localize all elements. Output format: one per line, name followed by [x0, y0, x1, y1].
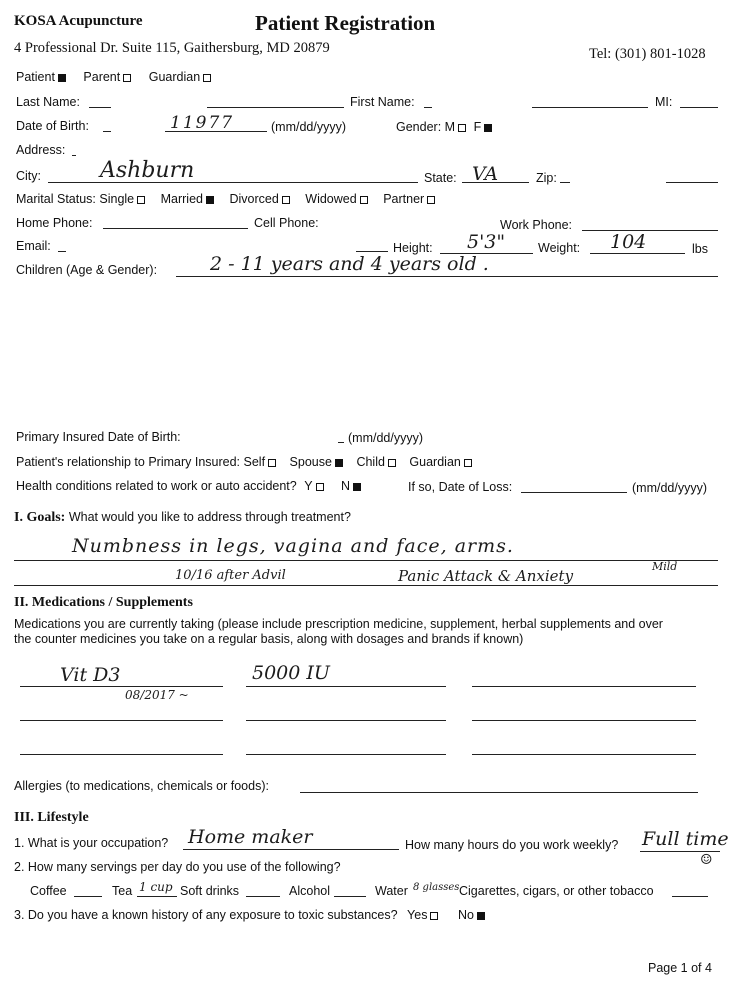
- role-patient-label: Patient: [16, 70, 55, 84]
- water-value: 8 glasses: [413, 882, 460, 893]
- mi-label: MI:: [655, 95, 673, 109]
- medications-heading: II. Medications / Supplements: [14, 595, 193, 610]
- marital-partner-checkbox[interactable]: [427, 196, 435, 204]
- toxic-no-checkbox[interactable]: [477, 912, 485, 920]
- children-value: 2 - 11 years and 4 years old .: [210, 253, 489, 275]
- date-of-loss-field[interactable]: [521, 492, 627, 493]
- address-label: Address:: [16, 143, 66, 157]
- toxic-yes-label: Yes: [407, 908, 428, 922]
- clinic-address: 4 Professional Dr. Suite 115, Gaithersburg, MD 20879: [14, 40, 330, 56]
- marital-widowed-checkbox[interactable]: [360, 196, 368, 204]
- med1-dose: 5000 IU: [252, 662, 330, 684]
- state-field[interactable]: [462, 182, 529, 183]
- med1-date: 08/2017 ~: [125, 688, 189, 702]
- gender-m-label: M: [444, 120, 456, 134]
- form-title: Patient Registration: [255, 11, 436, 35]
- water-label: Water: [375, 884, 408, 898]
- rel-spouse-checkbox[interactable]: [335, 459, 343, 467]
- rel-self-checkbox[interactable]: [268, 459, 276, 467]
- primary-dob-format: (mm/dd/yyyy): [348, 431, 423, 445]
- goals-line2[interactable]: [14, 585, 718, 586]
- rel-guardian-checkbox[interactable]: [464, 459, 472, 467]
- med-row3-col3[interactable]: [472, 754, 696, 755]
- rel-child-label: Child: [356, 455, 385, 469]
- toxic-row: [14, 908, 485, 922]
- city-value: Ashburn: [100, 158, 195, 183]
- home-phone-label: Home Phone:: [16, 216, 93, 230]
- lifestyle-heading: III. Lifestyle: [14, 810, 89, 825]
- med-row2-col2[interactable]: [246, 720, 446, 721]
- toxic-no-label: No: [457, 908, 474, 922]
- mi-field[interactable]: [680, 107, 718, 108]
- role-guardian-checkbox[interactable]: [203, 74, 211, 82]
- work-phone-field[interactable]: [582, 230, 718, 231]
- relationship-row: [16, 455, 472, 469]
- date-of-loss-label: If so, Date of Loss:: [408, 480, 513, 494]
- clinic-phone: Tel: (301) 801-1028: [589, 46, 706, 62]
- weight-unit: lbs: [692, 242, 708, 256]
- coffee-label: Coffee: [30, 884, 67, 898]
- role-row: [16, 70, 211, 84]
- occupation-question: 1. What is your occupation?: [14, 836, 169, 850]
- goals-question: What would you like to address through treatment?: [68, 510, 351, 524]
- occupation-value: Home maker: [188, 826, 313, 848]
- marital-married-label: Married: [160, 192, 203, 206]
- dob-label: Date of Birth:: [16, 119, 89, 133]
- occupation-field[interactable]: [183, 849, 399, 850]
- primary-dob-label: Primary Insured Date of Birth:: [16, 430, 181, 444]
- weight-field[interactable]: [590, 253, 685, 254]
- soft-drinks-label: Soft drinks: [180, 884, 240, 898]
- goals-line2-note: Mild: [652, 560, 678, 573]
- marital-widowed-label: Widowed: [305, 192, 357, 206]
- rel-guardian-label: Guardian: [409, 455, 461, 469]
- zip-field[interactable]: [560, 182, 570, 183]
- marital-partner-label: Partner: [383, 192, 425, 206]
- gender-label: Gender:: [396, 120, 442, 134]
- page-number: Page 1 of 4: [648, 961, 712, 975]
- med-row1-col1[interactable]: [20, 686, 223, 687]
- tobacco-label: Cigarettes, cigars, or other tobacco: [459, 884, 654, 898]
- tea-value: 1 cup: [139, 880, 173, 894]
- goals-line1-value: Numbness in legs, vagina and face, arms.: [72, 535, 514, 557]
- tea-field[interactable]: [137, 896, 177, 897]
- med-row3-col2[interactable]: [246, 754, 446, 755]
- med-row1-col3[interactable]: [472, 686, 696, 687]
- dob-field[interactable]: [103, 131, 111, 132]
- toxic-yes-checkbox[interactable]: [430, 912, 438, 920]
- medications-desc-2: the counter medicines you take on a regular basis, along with dosages and brands if known): [14, 632, 524, 646]
- allergies-label: Allergies (to medications, chemicals or foods):: [14, 779, 269, 793]
- city-label: City:: [16, 169, 41, 183]
- primary-dob-field[interactable]: [338, 442, 344, 443]
- city-field[interactable]: [48, 182, 418, 183]
- hours-value: Full time: [642, 828, 729, 850]
- tobacco-field[interactable]: [672, 896, 708, 897]
- last-name-field[interactable]: [89, 107, 111, 108]
- last-name-field-ext[interactable]: [207, 107, 344, 108]
- accident-y-label: Y: [304, 479, 313, 493]
- date-of-loss-format: (mm/dd/yyyy): [632, 481, 707, 495]
- goals-line2-value-b: Panic Attack & Anxiety: [398, 567, 574, 585]
- med-row3-col1[interactable]: [20, 754, 223, 755]
- hours-label: How many hours do you work weekly?: [405, 838, 619, 852]
- role-guardian-label: Guardian: [148, 70, 201, 84]
- email-label: Email:: [16, 239, 51, 253]
- goals-line2-value-a: 10/16 after Advil: [175, 568, 286, 583]
- marital-row: [16, 192, 435, 206]
- toxic-question: 3. Do you have a known history of any exposure to toxic substances?: [14, 908, 398, 922]
- marital-single-label: Single: [99, 192, 135, 206]
- marital-divorced-label: Divorced: [229, 192, 279, 206]
- dob-value: 11977: [170, 113, 235, 133]
- allergies-field[interactable]: [300, 792, 698, 793]
- email-field-ext[interactable]: [356, 251, 388, 252]
- rel-child-checkbox[interactable]: [388, 459, 396, 467]
- marital-divorced-checkbox[interactable]: [282, 196, 290, 204]
- address-field[interactable]: [72, 155, 76, 156]
- zip-label: Zip:: [536, 171, 557, 185]
- weight-label: Weight:: [538, 241, 581, 255]
- role-patient-checkbox[interactable]: [58, 74, 66, 82]
- marital-label: Marital Status:: [16, 192, 96, 206]
- alcohol-field[interactable]: [334, 896, 366, 897]
- state-label: State:: [424, 171, 457, 185]
- gender-f-label: F: [473, 120, 482, 134]
- weight-value: 104: [610, 231, 647, 253]
- work-phone-label: Work Phone:: [500, 218, 573, 232]
- hours-doodle: ☺: [700, 852, 713, 868]
- goals-heading-row: [14, 510, 351, 526]
- children-label: Children (Age & Gender):: [16, 263, 158, 277]
- med-row2-col1[interactable]: [20, 720, 223, 721]
- gender-f-checkbox[interactable]: [484, 124, 492, 132]
- alcohol-label: Alcohol: [289, 884, 330, 898]
- accident-y-checkbox[interactable]: [316, 483, 324, 491]
- accident-label: Health conditions related to work or auto accident?: [16, 479, 297, 493]
- role-parent-checkbox[interactable]: [123, 74, 131, 82]
- marital-single-checkbox[interactable]: [137, 196, 145, 204]
- last-name-label: Last Name:: [16, 95, 80, 109]
- goals-heading: I. Goals:: [14, 510, 66, 525]
- medications-desc-1: Medications you are currently taking (please include prescription medicine, supplement, herbal supplements and over: [14, 617, 663, 631]
- soft-drinks-field[interactable]: [246, 896, 280, 897]
- rel-spouse-label: Spouse: [289, 455, 332, 469]
- first-name-field[interactable]: [424, 107, 432, 108]
- first-name-field-ext[interactable]: [532, 107, 648, 108]
- servings-question: 2. How many servings per day do you use of the following?: [14, 860, 341, 874]
- gender-m-checkbox[interactable]: [458, 124, 466, 132]
- med-row1-col2[interactable]: [246, 686, 446, 687]
- first-name-label: First Name:: [350, 95, 415, 109]
- relationship-label: Patient's relationship to Primary Insured:: [16, 455, 241, 469]
- accident-row: [16, 479, 361, 493]
- height-value: 5'3": [467, 231, 506, 253]
- email-field[interactable]: [58, 251, 66, 252]
- rel-self-label: Self: [243, 455, 266, 469]
- accident-n-checkbox[interactable]: [353, 483, 361, 491]
- dob-format: (mm/dd/yyyy): [271, 120, 346, 134]
- home-phone-field[interactable]: [103, 228, 248, 229]
- children-field[interactable]: [176, 276, 718, 277]
- gender-row: [396, 120, 492, 134]
- cell-phone-label: Cell Phone:: [254, 216, 319, 230]
- accident-n-label: N: [341, 479, 351, 493]
- coffee-field[interactable]: [74, 896, 102, 897]
- dob-field-ext[interactable]: [165, 131, 267, 132]
- state-value: VA: [472, 163, 499, 185]
- med-row2-col3[interactable]: [472, 720, 696, 721]
- marital-married-checkbox[interactable]: [206, 196, 214, 204]
- zip-field-ext[interactable]: [666, 182, 718, 183]
- med1-name: Vit D3: [60, 664, 121, 686]
- tea-label: Tea: [112, 884, 133, 898]
- height-label: Height:: [393, 241, 433, 255]
- goals-line1[interactable]: [14, 560, 718, 561]
- role-parent-label: Parent: [83, 70, 121, 84]
- clinic-name: KOSA Acupuncture: [14, 13, 143, 29]
